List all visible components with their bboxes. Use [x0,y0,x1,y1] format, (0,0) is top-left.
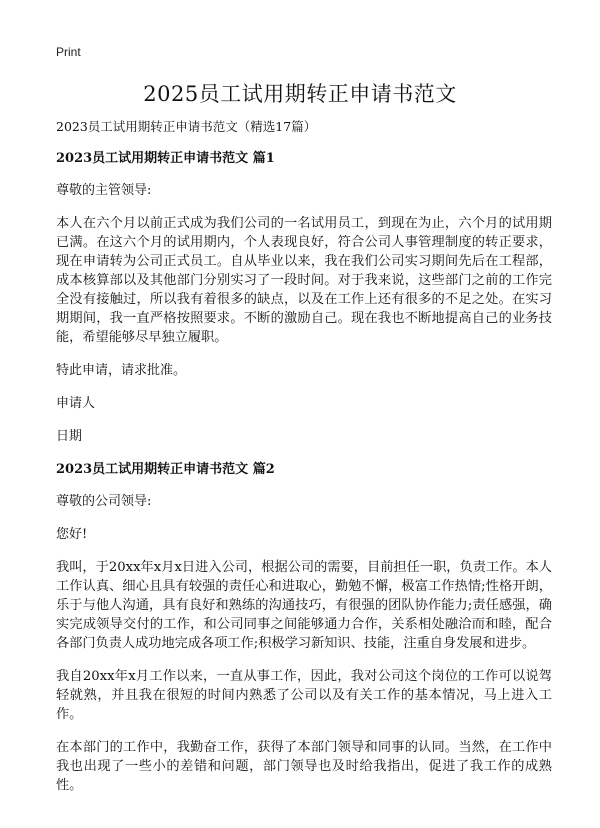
document-subtitle: 2023员工试用期转正申请书范文（精选17篇） [56,119,317,134]
body-paragraph-4: 在本部门的工作中，我勤奋工作，获得了本部门领导和同事的认同。当然，在工作中我也出现了一些小的差错和问题，部门领导也及时给我指出，促进了我工作的成熟性。 [56,740,552,793]
body-paragraph-3: 我自20xx年x月工作以来，一直从事工作，因此，我对公司这个岗位的工作可以说驾轻就熟，并且我在很短的时间内熟悉了公司以及有关工作的基本情况，马上进入工作。 [56,669,552,722]
print-link[interactable]: Print [56,45,81,59]
body-paragraph-1: 本人在六个月以前正式成为我们公司的一名试用员工，到现在为止，六个月的试用期已满。在这六个月的试用期内，个人表现良好，符合公司人事管理制度的转正要求，现在申请转为公司正式员工。自从毕业以来，我在我们公司实习期间先后在工程部，成本核算部以及其他部门分别实习了一段时间。对于我来说，这些部门之前的工作完全没有接触过，所以我有着很多的缺点，以及在工作上还有很多的不足之处。在实习期期间，我一直严格按照要求。不断的激励自己。现在我也不断地提高自己的业务技能，希望能够尽早独立履职。 [56,216,552,345]
section-heading-2: 2023员工试用期转正申请书范文 篇2 [56,462,275,477]
body-paragraph-2: 我叫，于20xx年x月x日进入公司，根据公司的需要，目前担任一职，负责工作。本人工作认真、细心且具有较强的责任心和进取心，勤勉不懈，极富工作热情;性格开朗，乐于与他人沟通，具有良好和熟练的沟通技巧，有很强的团队协作能力;责任感强，确实完成领导交付的工作，和公司同事之间能够通力合作，关系相处融洽而和睦，配合各部门负责人成功地完成各项工作;积极学习新知识、技能，注重自身发展和进步。 [56,560,552,651]
applicant-label: 申请人 [56,396,96,411]
hello-line: 您好! [56,527,88,542]
closing-line: 特此申请，请求批准。 [56,363,187,378]
greeting-1: 尊敬的主管领导: [56,183,152,198]
date-label: 日期 [56,429,83,444]
section-heading-1: 2023员工试用期转正申请书范文 篇1 [56,151,275,166]
greeting-2: 尊敬的公司领导: [56,494,152,509]
page-title: 2025员工试用期转正申请书范文 [143,82,457,106]
document-body [56,117,552,809]
